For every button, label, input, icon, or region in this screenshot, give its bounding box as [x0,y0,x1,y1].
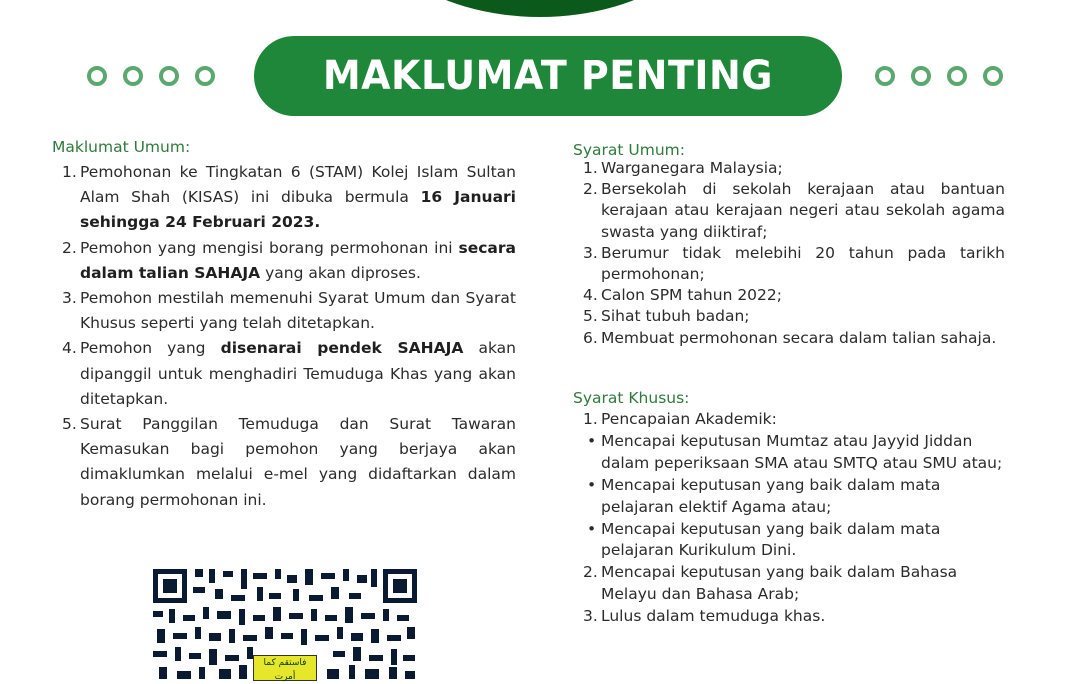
list-item [583,179,1005,243]
list-item [62,286,516,336]
item-number: 1. [583,159,598,177]
item-number: 4. [62,339,77,358]
maklumat-umum-list [62,160,516,513]
item-text: Pemohon yang disenarai pendek SAHAJA akan dipanggil untuk menghadiri Temuduga Khas yang akan ditetapkan. [80,339,516,408]
item-number: 2. [62,238,77,257]
item-text: Bersekolah di sekolah kerajaan atau bantuan kerajaan atau kerajaan negeri atau sekolah agama swasta yang diiktiraf; [601,180,1005,241]
logo-text: فاستقم كما أمرت [263,658,307,682]
item-text: Mencapai keputusan yang baik dalam Bahasa Melayu dan Bahasa Arab; [601,563,958,604]
item-number: 1. [583,410,598,428]
item-text: Warganegara Malaysia; [601,159,783,177]
syarat-khusus-list [583,409,1005,628]
item-text: Membuat permohonan secara dalam talian sahaja. [601,328,997,347]
bullet-icon: • [587,519,597,538]
list-item [583,158,1005,179]
list-item [583,606,1005,628]
bullet-item [583,431,1005,475]
ring-icon [195,66,215,86]
top-decorative-arc [345,0,735,17]
item-text: Pemohon yang mengisi borang permohonan ini secara dalam talian SAHAJA yang akan diproses. [80,238,516,282]
maklumat-umum-heading: Maklumat Umum: [52,138,191,156]
item-text: Lulus dalam temuduga khas. [601,607,826,626]
item-text: Mencapai keputusan yang baik dalam mata pelajaran Kurikulum Dini. [601,519,941,560]
item-text: Pemohonan ke Tingkatan 6 (STAM) Kolej Islam Sultan Alam Shah (KISAS) ini dibuka bermula 16 Januari sehingga 24 Februari 2023. [80,163,516,232]
item-number: 3. [583,607,598,626]
item-number: 1. [62,163,77,181]
item-number: 5. [583,307,598,326]
item-number: 3. [583,243,598,262]
ring-icon [123,66,143,86]
item-number: 6. [583,328,598,347]
decorative-dots-right [875,66,1003,86]
bullet-icon: • [587,431,597,450]
qr-center-logo [253,655,317,681]
page-title: MAKLUMAT PENTING [322,53,774,99]
ring-icon [87,66,107,86]
list-item [62,160,516,236]
decorative-dots-left [87,66,215,86]
item-number: 2. [583,563,598,582]
ring-icon [983,66,1003,86]
syarat-khusus-heading: Syarat Khusus: [573,389,690,407]
list-item [62,236,516,286]
list-item [62,412,516,513]
item-number: 4. [583,286,598,305]
bullet-item [583,519,1005,563]
item-text: Mencapai keputusan Mumtaz atau Jayyid Jiddan dalam peperiksaan SMA atau SMTQ atau SMU atau; [601,431,1003,472]
item-text: Berumur tidak melebihi 20 tahun pada tarikh permohonan; [601,243,1005,284]
item-text: Pencapaian Akademik: [601,410,777,428]
ring-icon [947,66,967,86]
list-item [583,285,1005,306]
item-text: Pemohon mestilah memenuhi Syarat Umum dan Syarat Khusus seperti yang telah ditetapkan. [80,289,516,333]
item-text: Surat Panggilan Temuduga dan Surat Tawaran Kemasukan bagi pemohon yang berjaya akan dimaklumkan melalui e-mel yang didaftarkan dalam borang permohonan ini. [80,415,516,509]
ring-icon [875,66,895,86]
item-number: 2. [583,180,598,199]
item-number: 3. [62,289,77,308]
item-number: 5. [62,415,77,434]
list-item [583,328,1005,349]
list-item [62,336,516,412]
item-text: Calon SPM tahun 2022; [601,286,782,305]
item-text: Mencapai keputusan yang baik dalam mata pelajaran elektif Agama atau; [601,475,941,516]
title-banner [254,36,842,116]
list-item [583,409,1005,431]
list-item [583,243,1005,285]
syarat-umum-list [583,158,1005,349]
syarat-umum-heading: Syarat Umum: [573,141,685,159]
list-item [583,306,1005,327]
ring-icon [911,66,931,86]
item-text: Sihat tubuh badan; [601,307,750,326]
list-item [583,562,1005,606]
bullet-icon: • [587,475,597,494]
bullet-item [583,475,1005,519]
ring-icon [159,66,179,86]
